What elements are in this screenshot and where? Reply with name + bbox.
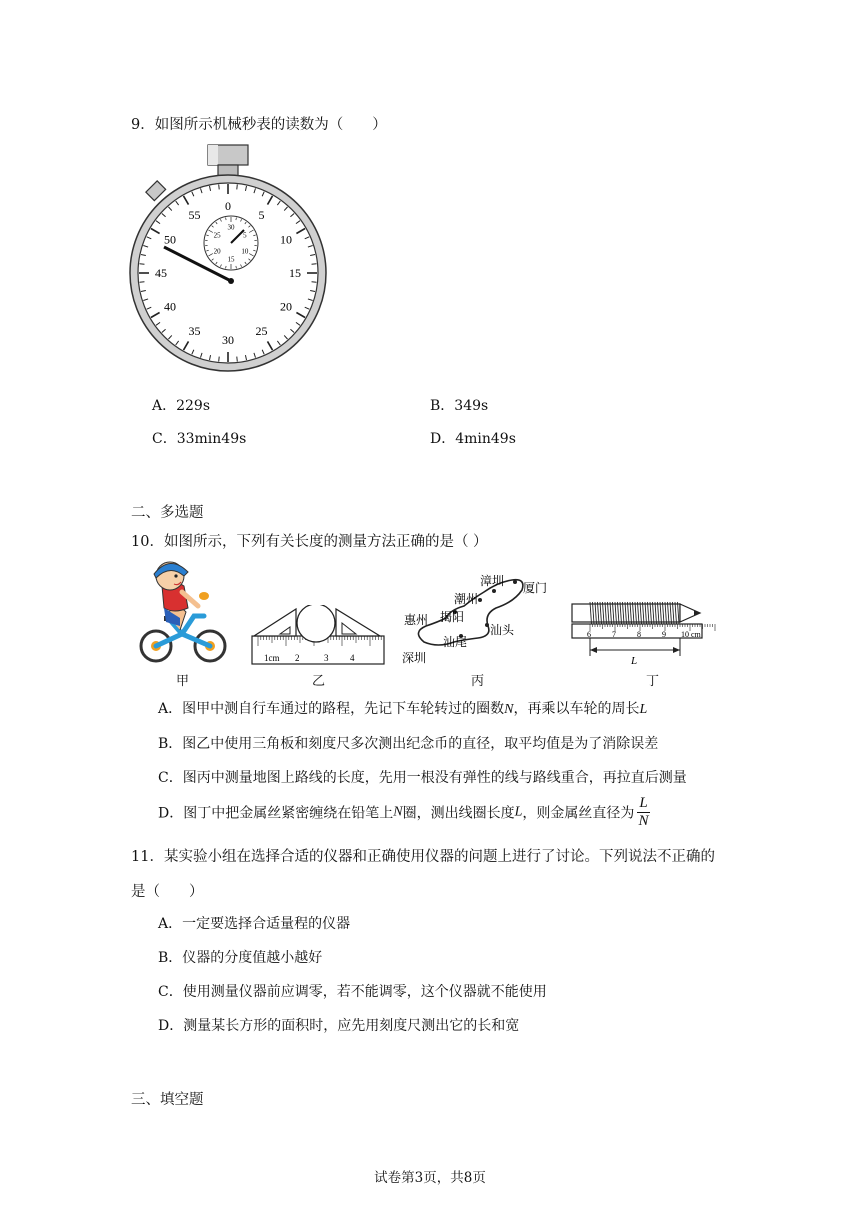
dial-number-35: 35 <box>188 324 201 339</box>
section-title-multiple-choice: 二、多选题 <box>131 505 204 521</box>
ruler-ding-label-4: 10 cm <box>681 630 701 639</box>
q9-stem: 9．如图所示机械秒表的读数为（ ） <box>131 117 387 133</box>
minute-dial-number-15: 15 <box>227 255 235 264</box>
q9-option-a[interactable]: A．229s <box>152 398 211 414</box>
dial-number-25: 25 <box>255 324 268 339</box>
ruler-yi-label-1: 2 <box>295 653 300 663</box>
dial-number-30: 30 <box>222 333 234 347</box>
dial-number-20: 20 <box>280 299 293 314</box>
ruler-ding-label-2: 8 <box>637 630 641 639</box>
q11-option-c[interactable]: C．使用测量仪器前应调零，若不能调零，这个仪器就不能使用 <box>158 984 547 1000</box>
minute-dial-number-5: 5 <box>243 231 247 240</box>
q11-stem-line1: 11．某实验小组在选择合适的仪器和正确使用仪器的问题上进行了讨论。下列说法不正确的 <box>131 849 715 865</box>
minute-dial-number-10: 10 <box>241 247 249 256</box>
q11-option-a[interactable]: A．一定要选择合适量程的仪器 <box>158 916 351 932</box>
map-place-shenzhen: 深圳 <box>402 651 427 665</box>
dial-number-15: 15 <box>289 266 301 280</box>
map-place-zhangzhou: 漳圳 <box>480 574 505 588</box>
fig-label-yi: 乙 <box>312 674 326 689</box>
figure-jia-bicycle <box>134 560 230 666</box>
page-footer: 试卷第3页，共8页 <box>374 1170 486 1186</box>
q10-option-d[interactable]: D．图丁中把金属丝紧密缠绕在铅笔上N圈，测出线圈长度L，则金属丝直径为 $\frac{L}{N}$ <box>158 795 649 829</box>
q9-option-d[interactable]: D．4min49s <box>430 431 516 447</box>
minute-dial-number-20: 20 <box>213 247 221 256</box>
dial-number-0: 0 <box>225 199 231 213</box>
map-place-chaozhou: 潮州 <box>454 592 479 606</box>
dial-number-5: 5 <box>258 207 265 222</box>
dial-number-40: 40 <box>163 299 176 314</box>
minute-dial-number-30: 30 <box>227 223 235 232</box>
map-place-jieyang: 揭阳 <box>440 610 465 624</box>
map-place-huizhou: 惠州 <box>404 613 429 627</box>
stopwatch-figure <box>128 143 330 375</box>
ruler-ding-length-label: L <box>631 655 638 666</box>
map-place-xiamen: 厦门 <box>523 581 548 595</box>
q11-option-b[interactable]: B．仪器的分度值越小越好 <box>158 950 323 966</box>
dial-number-45: 45 <box>155 266 167 280</box>
q9-option-c[interactable]: C．33min49s <box>152 431 247 447</box>
figure-ding-pencil-wire <box>570 594 716 666</box>
q10-option-c[interactable]: C．图丙中测量地图上路线的长度，先用一根没有弹性的线与路线重合，再拉直后测量 <box>158 770 687 786</box>
fraction-l-over-n: $\frac{L}{N}$ <box>638 795 649 829</box>
q10-stem: 10．如图所示，下列有关长度的测量方法正确的是（ ） <box>131 534 488 550</box>
fig-label-jia: 甲 <box>176 674 190 689</box>
ruler-ding-label-0: 6 <box>587 630 591 639</box>
q11-stem-line2: 是（ ） <box>131 884 204 900</box>
ruler-ding-label-1: 7 <box>612 630 616 639</box>
ruler-yi-label-3: 4 <box>350 653 355 663</box>
figure-bing-map <box>398 570 558 666</box>
q11-option-d[interactable]: D．测量某长方形的面积时，应先用刻度尺测出它的长和宽 <box>158 1018 520 1034</box>
ruler-ding-label-3: 9 <box>662 630 666 639</box>
q10-option-a[interactable]: A．图甲中测自行车通过的路程，先记下车轮转过的圈数N，再乘以车轮的周长L <box>158 701 648 717</box>
fig-label-ding: 丁 <box>646 674 660 689</box>
map-place-shanwei: 汕尾 <box>443 635 468 649</box>
map-place-shantou: 汕头 <box>490 623 515 637</box>
q10-option-b[interactable]: B．图乙中使用三角板和刻度尺多次测出纪念币的直径，取平均值是为了消除误差 <box>158 736 659 752</box>
dial-number-10: 10 <box>280 232 293 247</box>
q9-option-b[interactable]: B．349s <box>430 398 489 414</box>
ruler-yi-label-2: 3 <box>324 653 329 663</box>
minute-dial-number-25: 25 <box>213 231 221 240</box>
ruler-yi-label-0: 1cm <box>264 653 280 663</box>
section-title-fill-in: 三、填空题 <box>131 1092 204 1108</box>
dial-number-50: 50 <box>163 232 176 247</box>
figure-yi-ruler-coin <box>250 605 388 665</box>
fig-label-bing: 丙 <box>471 674 485 689</box>
dial-number-55: 55 <box>188 207 201 222</box>
